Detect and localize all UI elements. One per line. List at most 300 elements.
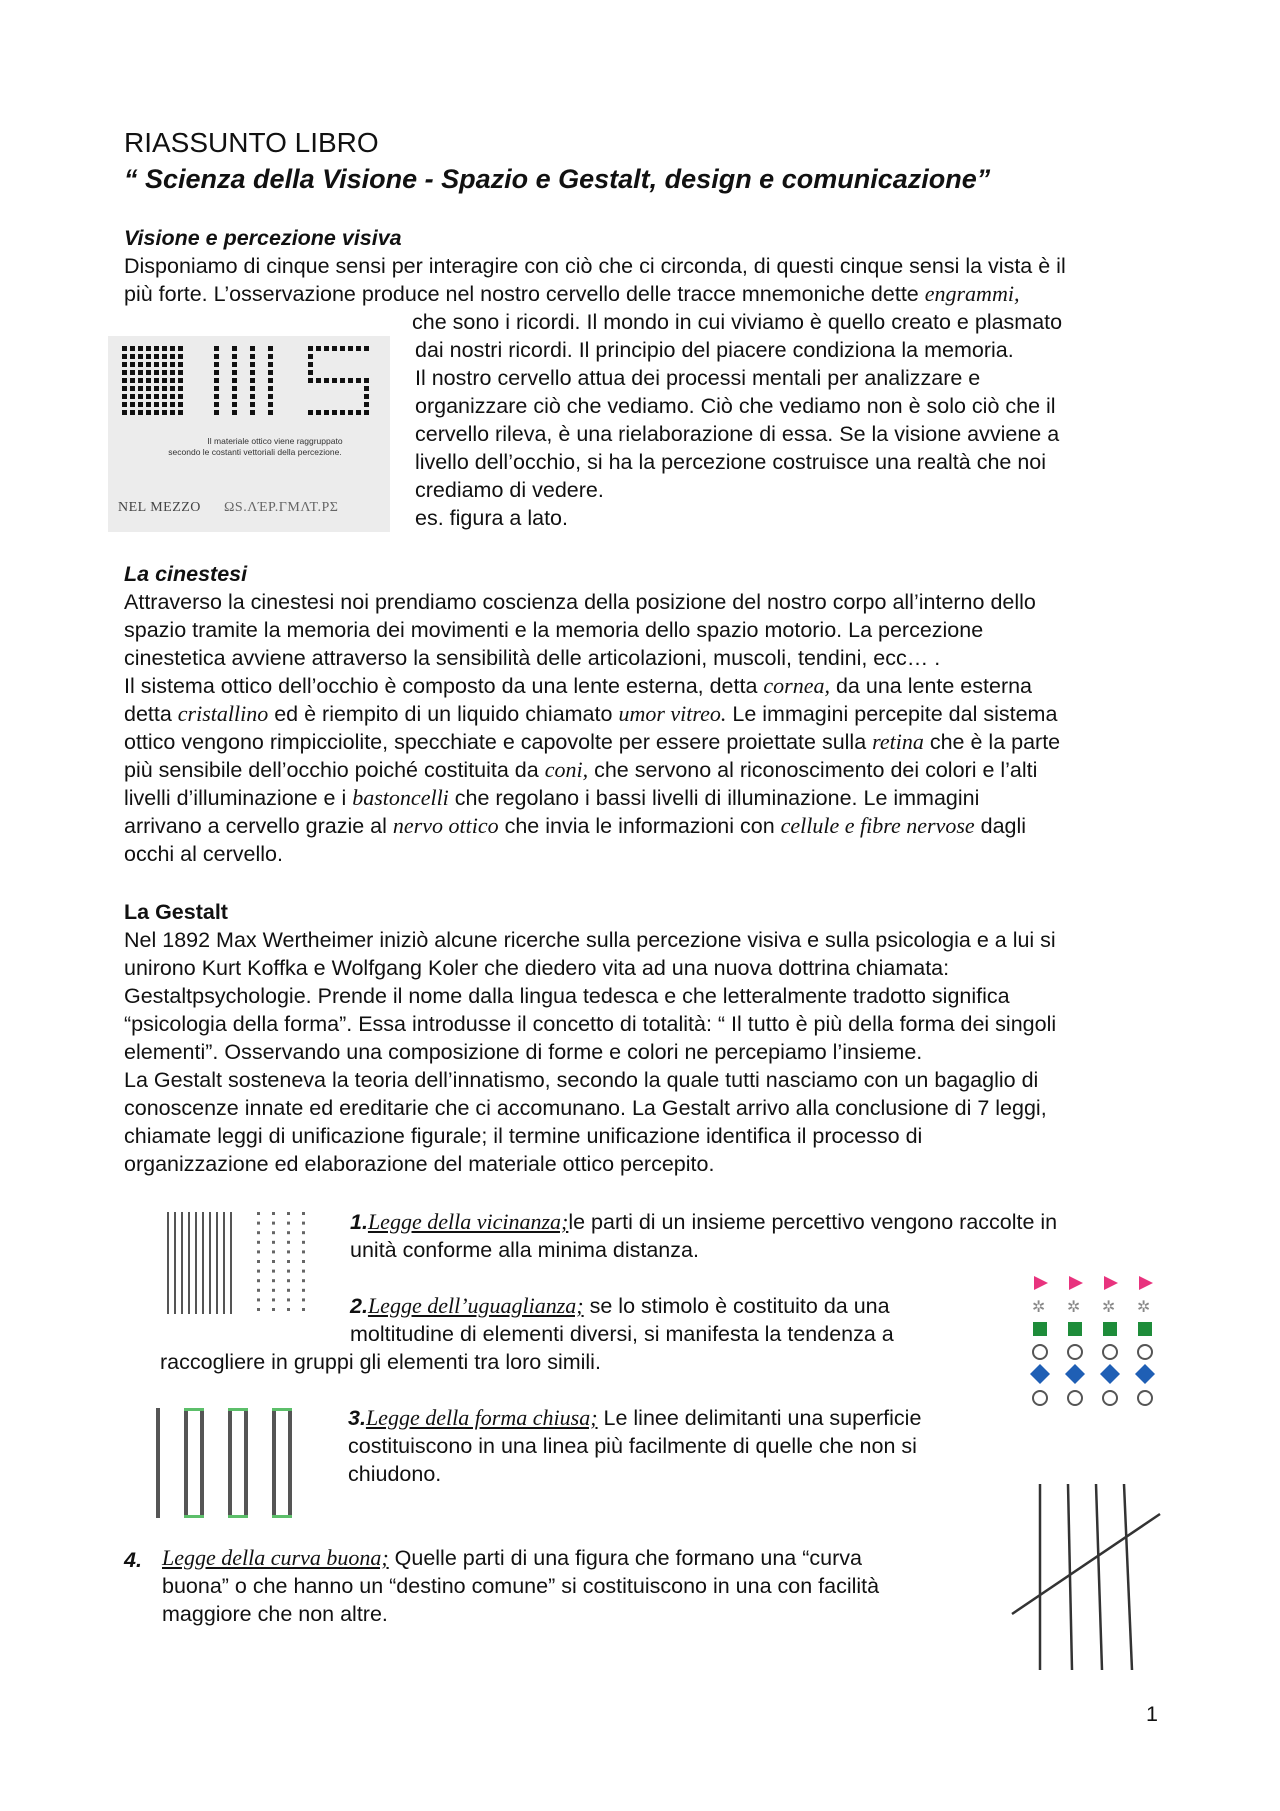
dot xyxy=(257,1231,260,1234)
dot xyxy=(122,394,127,399)
law3-title: Legge della forma chiusa; xyxy=(365,1405,598,1430)
triangle-marker xyxy=(1034,1276,1048,1290)
dot xyxy=(138,370,143,375)
triangle-marker xyxy=(1104,1276,1118,1290)
dot xyxy=(162,386,167,391)
dot xyxy=(257,1212,260,1215)
dot xyxy=(130,362,135,367)
dot xyxy=(257,1241,260,1244)
dot xyxy=(232,410,237,415)
dot xyxy=(316,346,321,351)
dot xyxy=(130,378,135,383)
vertical-line xyxy=(1096,1484,1102,1670)
dot xyxy=(170,394,175,399)
dot xyxy=(268,386,273,391)
eye-line: occhi al cervello. xyxy=(124,842,283,866)
vertical-bar xyxy=(184,1408,188,1518)
page-number: 1 xyxy=(1146,1702,1158,1726)
top-connector xyxy=(272,1408,292,1411)
wrap-line: che sono i ricordi. Il mondo in cui viviamo è quello creato e plasmato xyxy=(412,310,1063,334)
cinestesi-line: cinestetica avviene attraverso la sensibilità delle articolazioni, muscoli, tendini, ecc… . xyxy=(124,646,941,670)
dot xyxy=(232,378,237,383)
dot xyxy=(250,394,255,399)
eye-text: livelli d’illuminazione e i xyxy=(124,786,353,810)
dot xyxy=(287,1298,290,1301)
section1-line1: Disponiamo di cinque sensi per interagire con ciò che ci circonda, di questi cinque sensi la vista è il xyxy=(124,254,1066,278)
term-retina: retina xyxy=(872,729,924,754)
dot xyxy=(122,370,127,375)
circle-marker xyxy=(1068,1391,1082,1405)
square-marker xyxy=(1033,1322,1047,1336)
dot xyxy=(272,1289,275,1292)
diamond-marker xyxy=(1135,1364,1155,1384)
vertical-bar xyxy=(272,1408,276,1518)
wrap-line: Il nostro cervello attua dei processi mentali per analizzare e xyxy=(415,366,981,390)
dot xyxy=(287,1308,290,1311)
term-nervo-ottico: nervo ottico xyxy=(392,813,499,838)
dot xyxy=(324,410,329,415)
law4-line2: buona” o che hanno un “destino comune” si costituiscono in una con facilità xyxy=(162,1574,880,1598)
gestalt-line: conoscenze innate ed ereditarie che ci accomunano. La Gestalt arrivo alla conclusione di 7 leggi, xyxy=(124,1096,1047,1120)
figure-label-mirrored: ΩS.ɅΈΡ.ΓΜΛΤ.ΡΣ xyxy=(224,500,339,515)
dot xyxy=(302,1250,305,1253)
dot xyxy=(316,378,321,383)
wrap-line: organizzare ciò che vediamo. Ciò che vediamo non è solo ciò che il xyxy=(415,394,1056,418)
dot xyxy=(178,354,183,359)
wrap-line: es. figura a lato. xyxy=(415,506,568,530)
eye-text: ottico vengono rimpicciolite, specchiate e capovolte per essere proiettate sulla xyxy=(124,730,873,754)
dot xyxy=(154,370,159,375)
law1-line2: unità conforme alla minima distanza. xyxy=(350,1238,699,1262)
dot xyxy=(348,346,353,351)
dot xyxy=(122,346,127,351)
term-bastoncelli: bastoncelli xyxy=(352,785,449,810)
gestalt-line: Gestaltpsychologie. Prende il nome dalla lingua tedesca e che letteralmente tradotto significa xyxy=(124,984,1010,1008)
dot xyxy=(162,354,167,359)
dot xyxy=(250,386,255,391)
star-marker: ✲ xyxy=(1067,1297,1081,1316)
eye-text: dagli xyxy=(974,814,1027,838)
vertical-bar xyxy=(200,1408,204,1518)
law3-number: 3. xyxy=(348,1406,366,1430)
dot xyxy=(170,402,175,407)
dot xyxy=(332,346,337,351)
eye-text: ed è riempito di un liquido chiamato xyxy=(268,702,619,726)
dot xyxy=(272,1231,275,1234)
triangle-marker xyxy=(1139,1276,1153,1290)
dot xyxy=(154,346,159,351)
dot xyxy=(146,378,151,383)
section-heading-gestalt: La Gestalt xyxy=(124,900,228,924)
section3-body xyxy=(124,926,1056,1178)
eye-text: che servono al riconoscimento dei colori e l’alti xyxy=(588,758,1038,782)
law3 xyxy=(348,1404,921,1488)
dot xyxy=(308,370,313,375)
dot xyxy=(268,362,273,367)
dot xyxy=(272,1270,275,1273)
dot xyxy=(287,1250,290,1253)
law2-title: Legge dell’uguaglianza; xyxy=(367,1293,584,1318)
vertical-bar xyxy=(156,1408,160,1518)
dot xyxy=(268,346,273,351)
dot xyxy=(340,378,345,383)
dot xyxy=(272,1298,275,1301)
term-coni: coni, xyxy=(544,757,589,782)
wrap-line: crediamo di vedere. xyxy=(415,478,604,502)
dot xyxy=(272,1241,275,1244)
dot xyxy=(257,1298,260,1301)
square-marker xyxy=(1103,1322,1117,1336)
gestalt-line: organizzazione ed elaborazione del materiale ottico percepito. xyxy=(124,1152,715,1176)
dot xyxy=(364,402,369,407)
law1-text: le parti di un insieme percettivo vengono raccolte in xyxy=(568,1210,1058,1234)
dot xyxy=(250,354,255,359)
dot xyxy=(232,346,237,351)
dot xyxy=(214,362,219,367)
vertical-line xyxy=(1124,1484,1132,1670)
dot xyxy=(324,378,329,383)
diamond-marker xyxy=(1065,1364,1085,1384)
gestalt-line: elementi”. Osservando una composizione di forme e colori ne percepiamo l’insieme. xyxy=(124,1040,923,1064)
dot xyxy=(272,1250,275,1253)
law4 xyxy=(162,1544,879,1628)
law3-line2: costituiscono in una linea più facilmente di quelle che non si xyxy=(348,1434,917,1458)
dot xyxy=(257,1279,260,1282)
dot xyxy=(232,402,237,407)
dot xyxy=(250,378,255,383)
section2-body xyxy=(124,588,1060,868)
dot xyxy=(272,1222,275,1225)
dot xyxy=(287,1289,290,1292)
diamond-marker xyxy=(1030,1364,1050,1384)
dot xyxy=(302,1212,305,1215)
dot xyxy=(232,362,237,367)
dot xyxy=(257,1222,260,1225)
dot xyxy=(257,1289,260,1292)
dot xyxy=(302,1298,305,1301)
dot xyxy=(138,410,143,415)
eye-text: arrivano a cervello grazie al xyxy=(124,814,393,838)
dot xyxy=(364,378,369,383)
circle-marker xyxy=(1033,1345,1047,1359)
eye-text: che regolano i bassi livelli di illuminazione. Le immagini xyxy=(448,786,980,810)
dot xyxy=(364,410,369,415)
dot xyxy=(302,1231,305,1234)
dot xyxy=(214,410,219,415)
dot xyxy=(178,386,183,391)
closure-illustration xyxy=(150,1406,310,1520)
eye-text: che è la parte xyxy=(923,730,1061,754)
dot xyxy=(146,402,151,407)
eye-line xyxy=(124,672,1060,700)
eye-line xyxy=(124,756,1060,784)
dot xyxy=(287,1231,290,1234)
dot xyxy=(138,378,143,383)
dot xyxy=(130,394,135,399)
law2-line2: moltitudine di elementi diversi, si manifesta la tendenza a xyxy=(350,1322,894,1346)
dot xyxy=(364,386,369,391)
wrap-line: cervello rileva, è una rielaborazione di essa. Se la visione avviene a xyxy=(415,422,1060,446)
dot xyxy=(272,1308,275,1311)
proximity-illustration xyxy=(162,1208,312,1320)
dot xyxy=(257,1270,260,1273)
dot xyxy=(272,1279,275,1282)
dot xyxy=(138,354,143,359)
dot xyxy=(130,410,135,415)
dot xyxy=(302,1279,305,1282)
dot xyxy=(356,410,361,415)
top-connector xyxy=(228,1408,248,1411)
bottom-connector xyxy=(272,1515,292,1518)
vertical-bar xyxy=(244,1408,248,1518)
dot xyxy=(122,378,127,383)
dot xyxy=(302,1241,305,1244)
dot xyxy=(250,370,255,375)
law2-line3: raccogliere in gruppi gli elementi tra loro simili. xyxy=(160,1350,601,1374)
term-cristallino: cristallino xyxy=(177,701,269,726)
circle-marker xyxy=(1033,1391,1047,1405)
dot xyxy=(257,1260,260,1263)
dot xyxy=(138,394,143,399)
dot xyxy=(146,386,151,391)
dot xyxy=(130,354,135,359)
dot xyxy=(268,402,273,407)
dot xyxy=(146,346,151,351)
section1-line2 xyxy=(124,280,1019,308)
eye-text: Le immagini percepite dal sistema xyxy=(726,702,1058,726)
dot xyxy=(178,362,183,367)
dot xyxy=(257,1308,260,1311)
gestalt-line: unirono Kurt Koffka e Wolfgang Koler che diedero vita ad una nuova dottrina chiamata: xyxy=(124,956,950,980)
perception-figure xyxy=(108,336,390,532)
dot xyxy=(162,370,167,375)
section-heading-cinestesi: La cinestesi xyxy=(124,562,248,586)
law1-title: Legge della vicinanza; xyxy=(367,1209,569,1234)
dot xyxy=(287,1241,290,1244)
dot xyxy=(287,1222,290,1225)
law2 xyxy=(350,1292,894,1348)
bottom-connector xyxy=(228,1515,248,1518)
figure-caption-line1: Il materiale ottico viene raggruppato xyxy=(207,436,343,446)
law4-number xyxy=(124,1546,142,1574)
bottom-connector xyxy=(184,1515,204,1518)
dot xyxy=(122,354,127,359)
dot xyxy=(146,394,151,399)
star-marker: ✲ xyxy=(1137,1297,1151,1316)
dot xyxy=(146,354,151,359)
dot xyxy=(138,402,143,407)
dot xyxy=(122,410,127,415)
dot xyxy=(138,386,143,391)
dot xyxy=(122,362,127,367)
law4-title: Legge della curva buona; xyxy=(162,1545,389,1570)
dot xyxy=(122,402,127,407)
dot xyxy=(302,1308,305,1311)
vertical-bar xyxy=(228,1408,232,1518)
eye-line xyxy=(124,812,1060,840)
dot xyxy=(268,370,273,375)
dot xyxy=(340,410,345,415)
circle-marker xyxy=(1068,1345,1082,1359)
term-engrammi: engrammi, xyxy=(924,281,1020,306)
dot xyxy=(178,370,183,375)
dot xyxy=(146,370,151,375)
circle-marker xyxy=(1103,1345,1117,1359)
dot xyxy=(154,378,159,383)
dot xyxy=(364,346,369,351)
top-connector xyxy=(184,1408,204,1411)
dot xyxy=(268,354,273,359)
law4-text: Quelle parti di una figura che formano una “curva xyxy=(388,1546,862,1570)
dot xyxy=(214,346,219,351)
vertical-bar xyxy=(288,1408,292,1518)
eye-text: Il sistema ottico dell’occhio è composto da una lente esterna, detta xyxy=(124,674,764,698)
similarity-illustration xyxy=(1030,1272,1170,1412)
gestalt-line: chiamate leggi di unificazione figurale; il termine unificazione identifica il processo di xyxy=(124,1124,923,1148)
dot xyxy=(302,1289,305,1292)
figure-label-nel-mezzo: NEL MEZZO xyxy=(118,500,201,515)
dot xyxy=(302,1222,305,1225)
eye-line xyxy=(124,700,1060,728)
dot xyxy=(130,386,135,391)
cinestesi-line: Attraverso la cinestesi noi prendiamo coscienza della posizione del nostro corpo all’interno dello xyxy=(124,590,1036,614)
dot xyxy=(268,410,273,415)
square-marker xyxy=(1138,1322,1152,1336)
circle-marker xyxy=(1103,1391,1117,1405)
dot xyxy=(232,370,237,375)
dot xyxy=(170,410,175,415)
law4-line1 xyxy=(162,1544,879,1572)
wrap-line: dai nostri ricordi. Il principio del piacere condiziona la memoria. xyxy=(415,338,1014,362)
dot xyxy=(272,1212,275,1215)
eye-text: che invia le informazioni con xyxy=(498,814,781,838)
law1-line1 xyxy=(350,1208,1057,1236)
dot xyxy=(324,346,329,351)
dot xyxy=(130,402,135,407)
dot xyxy=(130,346,135,351)
diagonal-line xyxy=(1012,1514,1160,1614)
dot xyxy=(214,370,219,375)
dot xyxy=(214,386,219,391)
dot xyxy=(250,402,255,407)
dot xyxy=(308,354,313,359)
dot xyxy=(232,386,237,391)
dot xyxy=(308,378,313,383)
dot xyxy=(138,346,143,351)
dot xyxy=(154,410,159,415)
dot xyxy=(170,362,175,367)
eye-line xyxy=(124,784,1060,812)
dot xyxy=(138,362,143,367)
dot xyxy=(257,1250,260,1253)
dot xyxy=(178,410,183,415)
dot xyxy=(287,1212,290,1215)
dot xyxy=(214,354,219,359)
dot xyxy=(146,410,151,415)
eye-text: più sensibile dell’occhio poiché costituita da xyxy=(124,758,545,782)
circle-marker xyxy=(1138,1391,1152,1405)
cinestesi-line: spazio tramite la memoria dei movimenti e la memoria dello spazio motorio. La percezione xyxy=(124,618,984,642)
circle-marker xyxy=(1138,1345,1152,1359)
dot xyxy=(154,402,159,407)
eye-text: detta xyxy=(124,702,178,726)
document-subtitle: “ Scienza della Visione - Spazio e Gestalt, design e comunicazione” xyxy=(124,164,991,194)
section1-wrap-text xyxy=(412,308,1062,532)
term-cellule-fibre: cellule e fibre nervose xyxy=(780,813,975,838)
law1-number: 1. xyxy=(350,1210,368,1234)
dot xyxy=(170,346,175,351)
dot xyxy=(130,370,135,375)
star-marker: ✲ xyxy=(1102,1297,1116,1316)
dot xyxy=(364,394,369,399)
triangle-marker xyxy=(1069,1276,1083,1290)
law4-line3: maggiore che non altre. xyxy=(162,1602,388,1626)
section-heading-visione: Visione e percezione visiva xyxy=(124,226,402,250)
diamond-marker xyxy=(1100,1364,1120,1384)
law3-text: Le linee delimitanti una superficie xyxy=(597,1406,922,1430)
eye-line xyxy=(124,728,1060,756)
dot xyxy=(162,378,167,383)
dot xyxy=(214,402,219,407)
dot xyxy=(287,1260,290,1263)
dot xyxy=(154,354,159,359)
gestalt-line: Nel 1892 Max Wertheimer iniziò alcune ricerche sulla percezione visiva e sulla psicologia e a lui si xyxy=(124,928,1056,952)
dot xyxy=(178,378,183,383)
dot xyxy=(348,410,353,415)
dot xyxy=(162,402,167,407)
law2-line1 xyxy=(350,1292,894,1320)
dot xyxy=(122,386,127,391)
dot xyxy=(154,386,159,391)
dot xyxy=(178,394,183,399)
law1 xyxy=(350,1208,1057,1264)
dot xyxy=(302,1260,305,1263)
dot xyxy=(287,1270,290,1273)
dot xyxy=(162,362,167,367)
section1-line2-text: più forte. L’osservazione produce nel nostro cervello delle tracce mnemoniche dette xyxy=(124,282,925,306)
law4-number-text: 4. xyxy=(124,1548,142,1572)
dot xyxy=(332,410,337,415)
eye-text: da una lente esterna xyxy=(830,674,1033,698)
wrap-line: livello dell’occhio, si ha la percezione costruisce una realtà che noi xyxy=(415,450,1047,474)
dot xyxy=(162,346,167,351)
dot xyxy=(316,410,321,415)
good-continuation-illustration xyxy=(1010,1484,1170,1670)
law2-number: 2. xyxy=(350,1294,368,1318)
dot xyxy=(162,394,167,399)
law2-text: se lo stimolo è costituito da una xyxy=(583,1294,890,1318)
dot xyxy=(308,346,313,351)
dot xyxy=(356,378,361,383)
dot xyxy=(308,362,313,367)
term-umor-vitreo: umor vitreo. xyxy=(618,701,727,726)
dot xyxy=(170,378,175,383)
dot xyxy=(146,362,151,367)
dot xyxy=(214,394,219,399)
dot xyxy=(232,354,237,359)
dot xyxy=(250,346,255,351)
dot xyxy=(178,346,183,351)
dot xyxy=(272,1260,275,1263)
term-cornea: cornea, xyxy=(763,673,830,698)
dot xyxy=(356,346,361,351)
dot xyxy=(332,378,337,383)
dot xyxy=(268,394,273,399)
dot xyxy=(302,1270,305,1273)
dot xyxy=(287,1279,290,1282)
dot xyxy=(250,410,255,415)
dot xyxy=(348,378,353,383)
